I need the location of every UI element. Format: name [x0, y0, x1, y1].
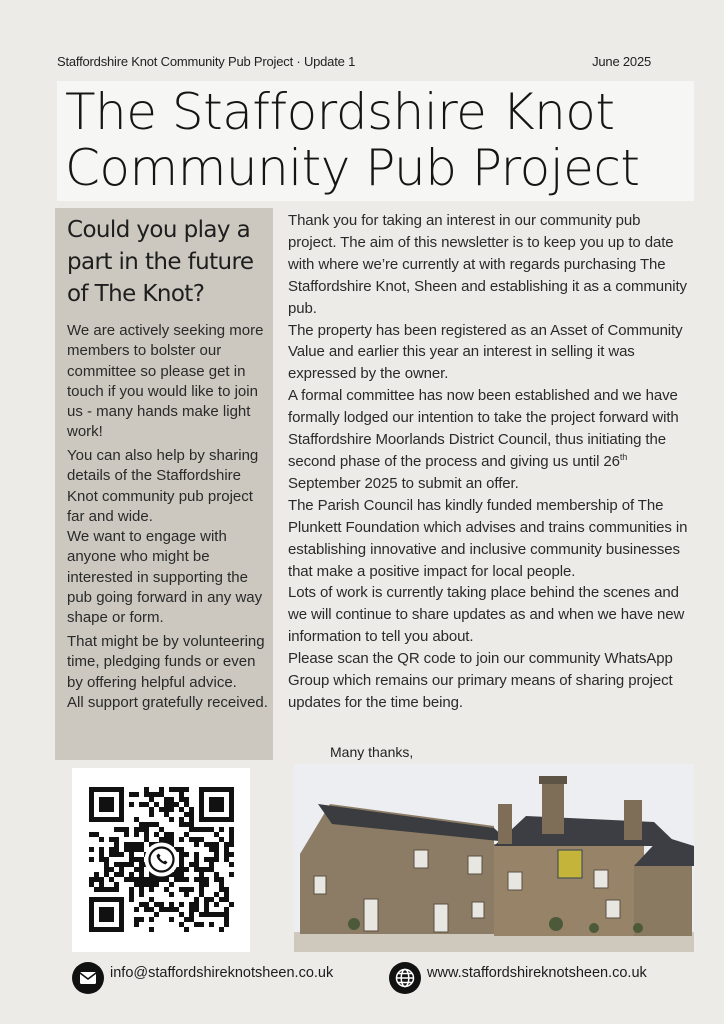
issue-date: June 2025: [592, 54, 651, 69]
sign-off-line: Many thanks,: [330, 744, 414, 760]
pub-photo: [294, 764, 694, 952]
page-title-line-2: Community Pub Project: [65, 139, 640, 197]
ordinal-suffix: th: [619, 451, 628, 462]
email-address[interactable]: info@staffordshireknotsheen.co.uk: [110, 965, 334, 981]
sidebar-heading: Could you play a part in the future of The Knot?: [67, 217, 254, 307]
article-text: A formal committee has now been established and we have formally lodged our intention to take the project forward with Staffordshire Moorlands District Council, thus initiating the second phase of the process and giving us until 26: [288, 387, 679, 470]
sidebar-paragraph-group: [67, 632, 272, 713]
newsletter-series-label: Staffordshire Knot Community Pub Project · Update 1: [57, 54, 356, 69]
sidebar-paragraph: We want to engage with anyone who might be interested in supporting the pub going forward in any way shape or form.: [67, 528, 263, 627]
sidebar-paragraph: We are actively seeking more members to bolster our committee so please get in touch if you would like to join us - many hands make light work!: [67, 322, 264, 441]
article-paragraph: Lots of work is currently taking place behind the scenes and we will continue to share updates as and when we have new information to tell you about.: [288, 584, 685, 646]
main-article: [288, 210, 688, 714]
article-paragraph: Thank you for taking an interest in our community pub project. The aim of this newsletter is to keep you up to date with where we’re currently at with regards purchasing The Staffordshire Knot, Sheen and establishing it as a community pub.: [288, 212, 687, 317]
pub-building-illustration: [294, 764, 694, 952]
sidebar-paragraph: You can also help by sharing details of the Staffordshire Knot community pub project far and wide.: [67, 447, 259, 525]
page-title-line-1: The Staffordshire Knot: [65, 83, 615, 141]
whatsapp-icon: [145, 843, 179, 877]
article-paragraph: Please scan the QR code to join our community WhatsApp Group which remains our primary means of sharing project updates for the time being.: [288, 650, 673, 711]
qr-code-graphic: [72, 768, 250, 952]
article-paragraph: The property has been registered as an Asset of Community Value and earlier this year an interest in selling it was expressed by the owner.: [288, 321, 683, 383]
whatsapp-qr-code[interactable]: [72, 768, 250, 952]
article-paragraph: [288, 385, 688, 495]
globe-icon: [389, 962, 421, 994]
sidebar-paragraph: That might be by volunteering time, pledging funds or even by offering helpful advice.: [67, 633, 265, 691]
sidebar-paragraph: All support gratefully received.: [67, 693, 268, 711]
envelope-icon: [72, 962, 104, 994]
sidebar-paragraph-group: [67, 446, 272, 629]
article-paragraph: The Parish Council has kindly funded membership of The Plunkett Foundation which advises and trains communities in establishing innovative and inclusive community businesses that make a positive impact for local people.: [288, 496, 688, 580]
website-url[interactable]: www.staffordshireknotsheen.co.uk: [427, 965, 647, 981]
sidebar-panel: [55, 208, 273, 760]
title-block: [57, 81, 694, 201]
article-text: September 2025 to submit an offer.: [288, 474, 519, 492]
